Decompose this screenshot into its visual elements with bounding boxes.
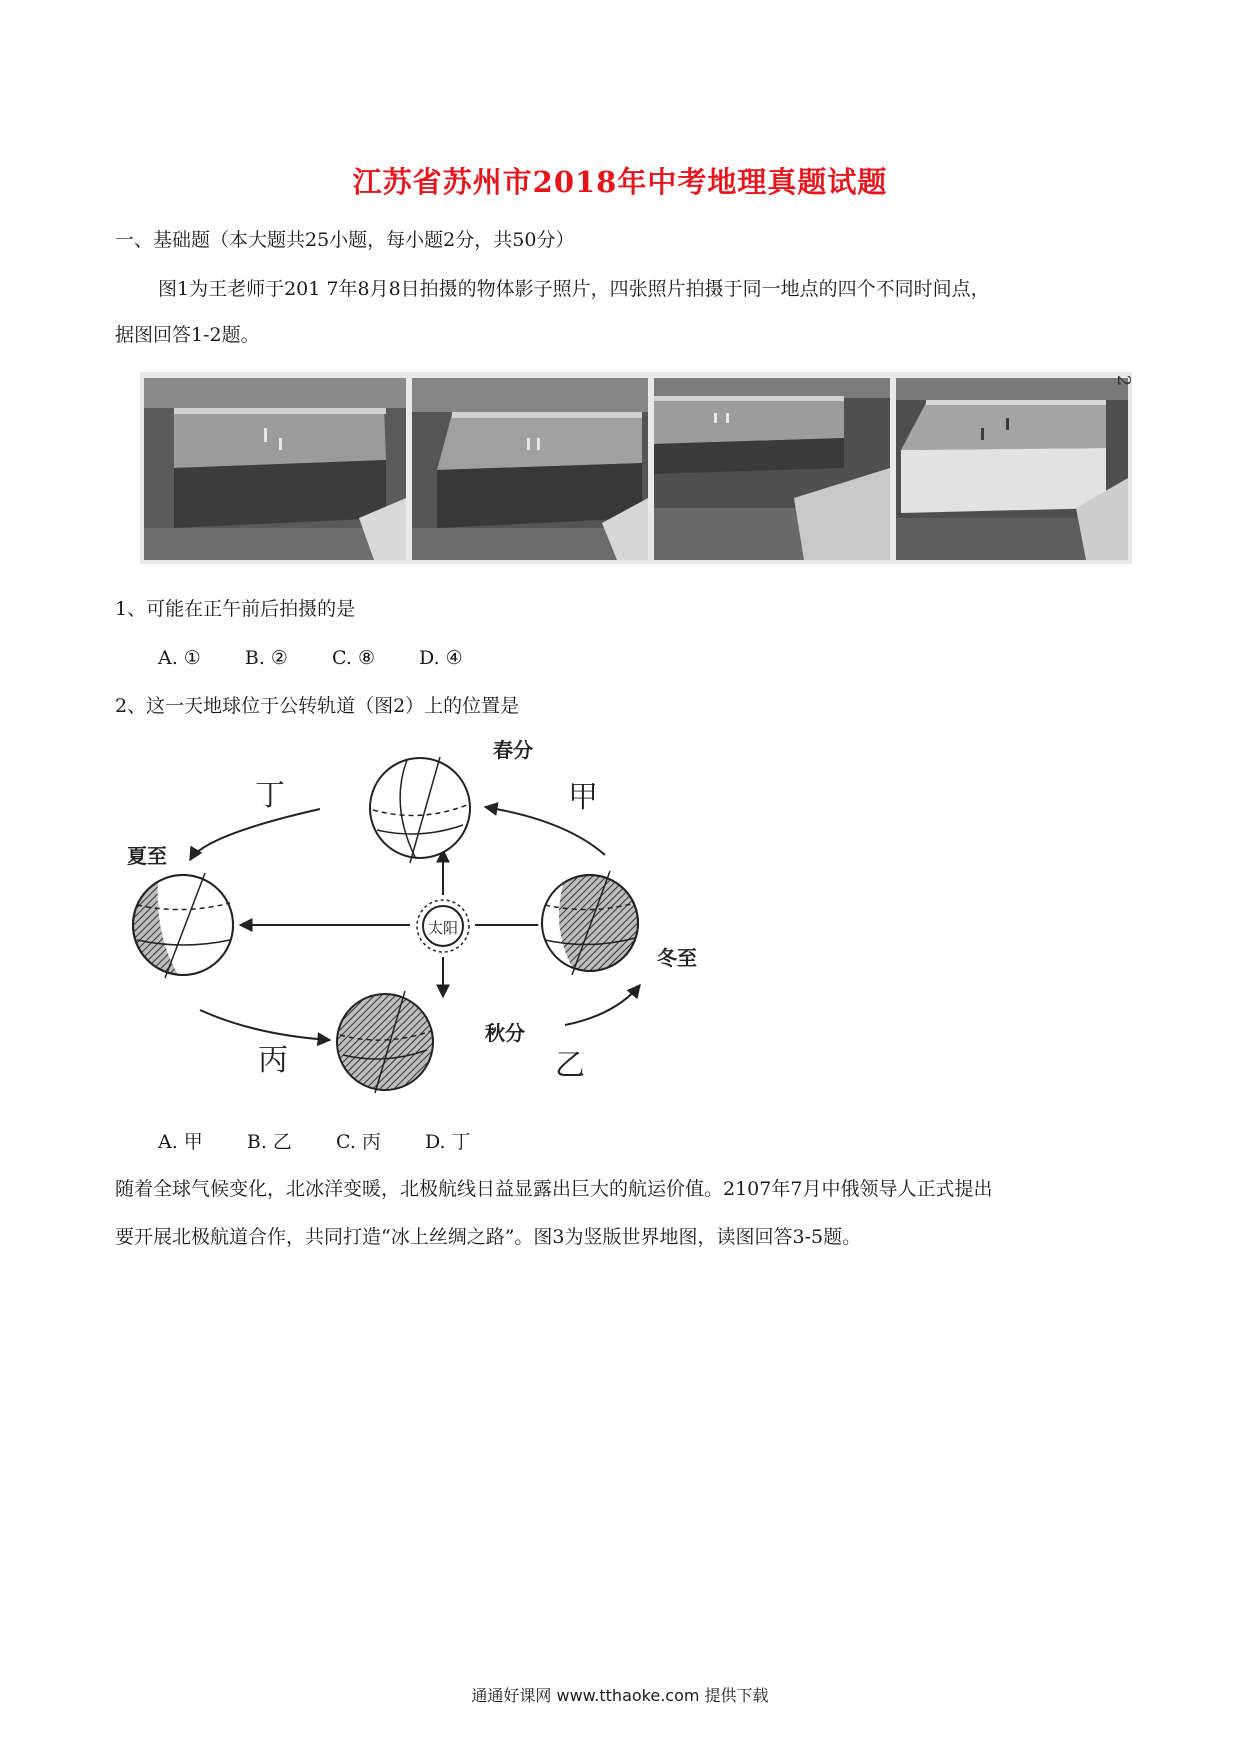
q2-option-b: B. 乙 (246, 1131, 292, 1153)
q2-option-c: C. 丙 (335, 1131, 381, 1153)
page-footer: 通通好课网 www.tthaoke.com 提供下载 (471, 1686, 769, 1705)
label-summer-solstice: 夏至 (127, 844, 167, 868)
q2-stem: 2、这一天地球位于公转轨道（图2）上的位置是 (115, 695, 520, 717)
intro-line-1: 图1为王老师于201 7年8月8日拍摄的物体影子照片，四张照片拍摄于同一地点的四个不同时间点， (158, 278, 990, 300)
shadow-photo-4 (896, 378, 1128, 560)
figure2-orbit-diagram (125, 735, 785, 1110)
label-winter-solstice: 冬至 (657, 946, 697, 970)
sun-rays (240, 850, 585, 997)
sun-label: 太阳 (427, 919, 459, 937)
q1-options (158, 644, 501, 672)
section-heading: 一、基础题（本大题共25小题，每小题2分，共50分） (115, 229, 575, 251)
figure1-corner-mark: 2 (1113, 374, 1135, 387)
segment-ding: 丁 (255, 778, 285, 813)
q1-option-c: C. ⑧ (332, 647, 375, 669)
q1-stem: 1、可能在正午前后拍摄的是 (115, 598, 356, 620)
q2-options (158, 1128, 509, 1156)
shadow-photo-1 (144, 378, 406, 560)
q1-option-d: D. ④ (419, 647, 463, 669)
q2-option-d: D. 丁 (424, 1131, 471, 1153)
q1-option-b: B. ② (244, 647, 288, 669)
shadow-photo-2 (412, 378, 648, 560)
q1-option-a: A. ① (158, 647, 201, 669)
page-title: 江苏省苏州市2018年中考地理真题试题 (352, 165, 888, 199)
passage-line-2: 要开展北极航道合作，共同打造“冰上丝绸之路”。图3为竖版世界地图，读图回答3-5题。 (115, 1226, 862, 1248)
segment-bing: 丙 (258, 1043, 288, 1078)
label-autumn-equinox: 秋分 (485, 1021, 525, 1045)
earth-spring-equinox (370, 757, 470, 863)
earth-winter-solstice (538, 871, 638, 975)
label-spring-equinox: 春分 (493, 738, 533, 762)
figure1-photo-strip (140, 372, 1135, 564)
earth-summer-solstice (133, 873, 233, 978)
intro-line-2: 据图回答1-2题。 (115, 324, 260, 346)
earth-autumn-equinox (337, 991, 433, 1093)
shadow-photo-3 (654, 378, 890, 560)
q2-option-a: A. 甲 (158, 1131, 203, 1153)
segment-jia: 甲 (568, 780, 598, 815)
passage-line-1: 随着全球气候变化，北冰洋变暖，北极航线日益显露出巨大的航运价值。2107年7月中俄领导人正式提出 (115, 1178, 993, 1200)
segment-yi: 乙 (555, 1048, 585, 1083)
